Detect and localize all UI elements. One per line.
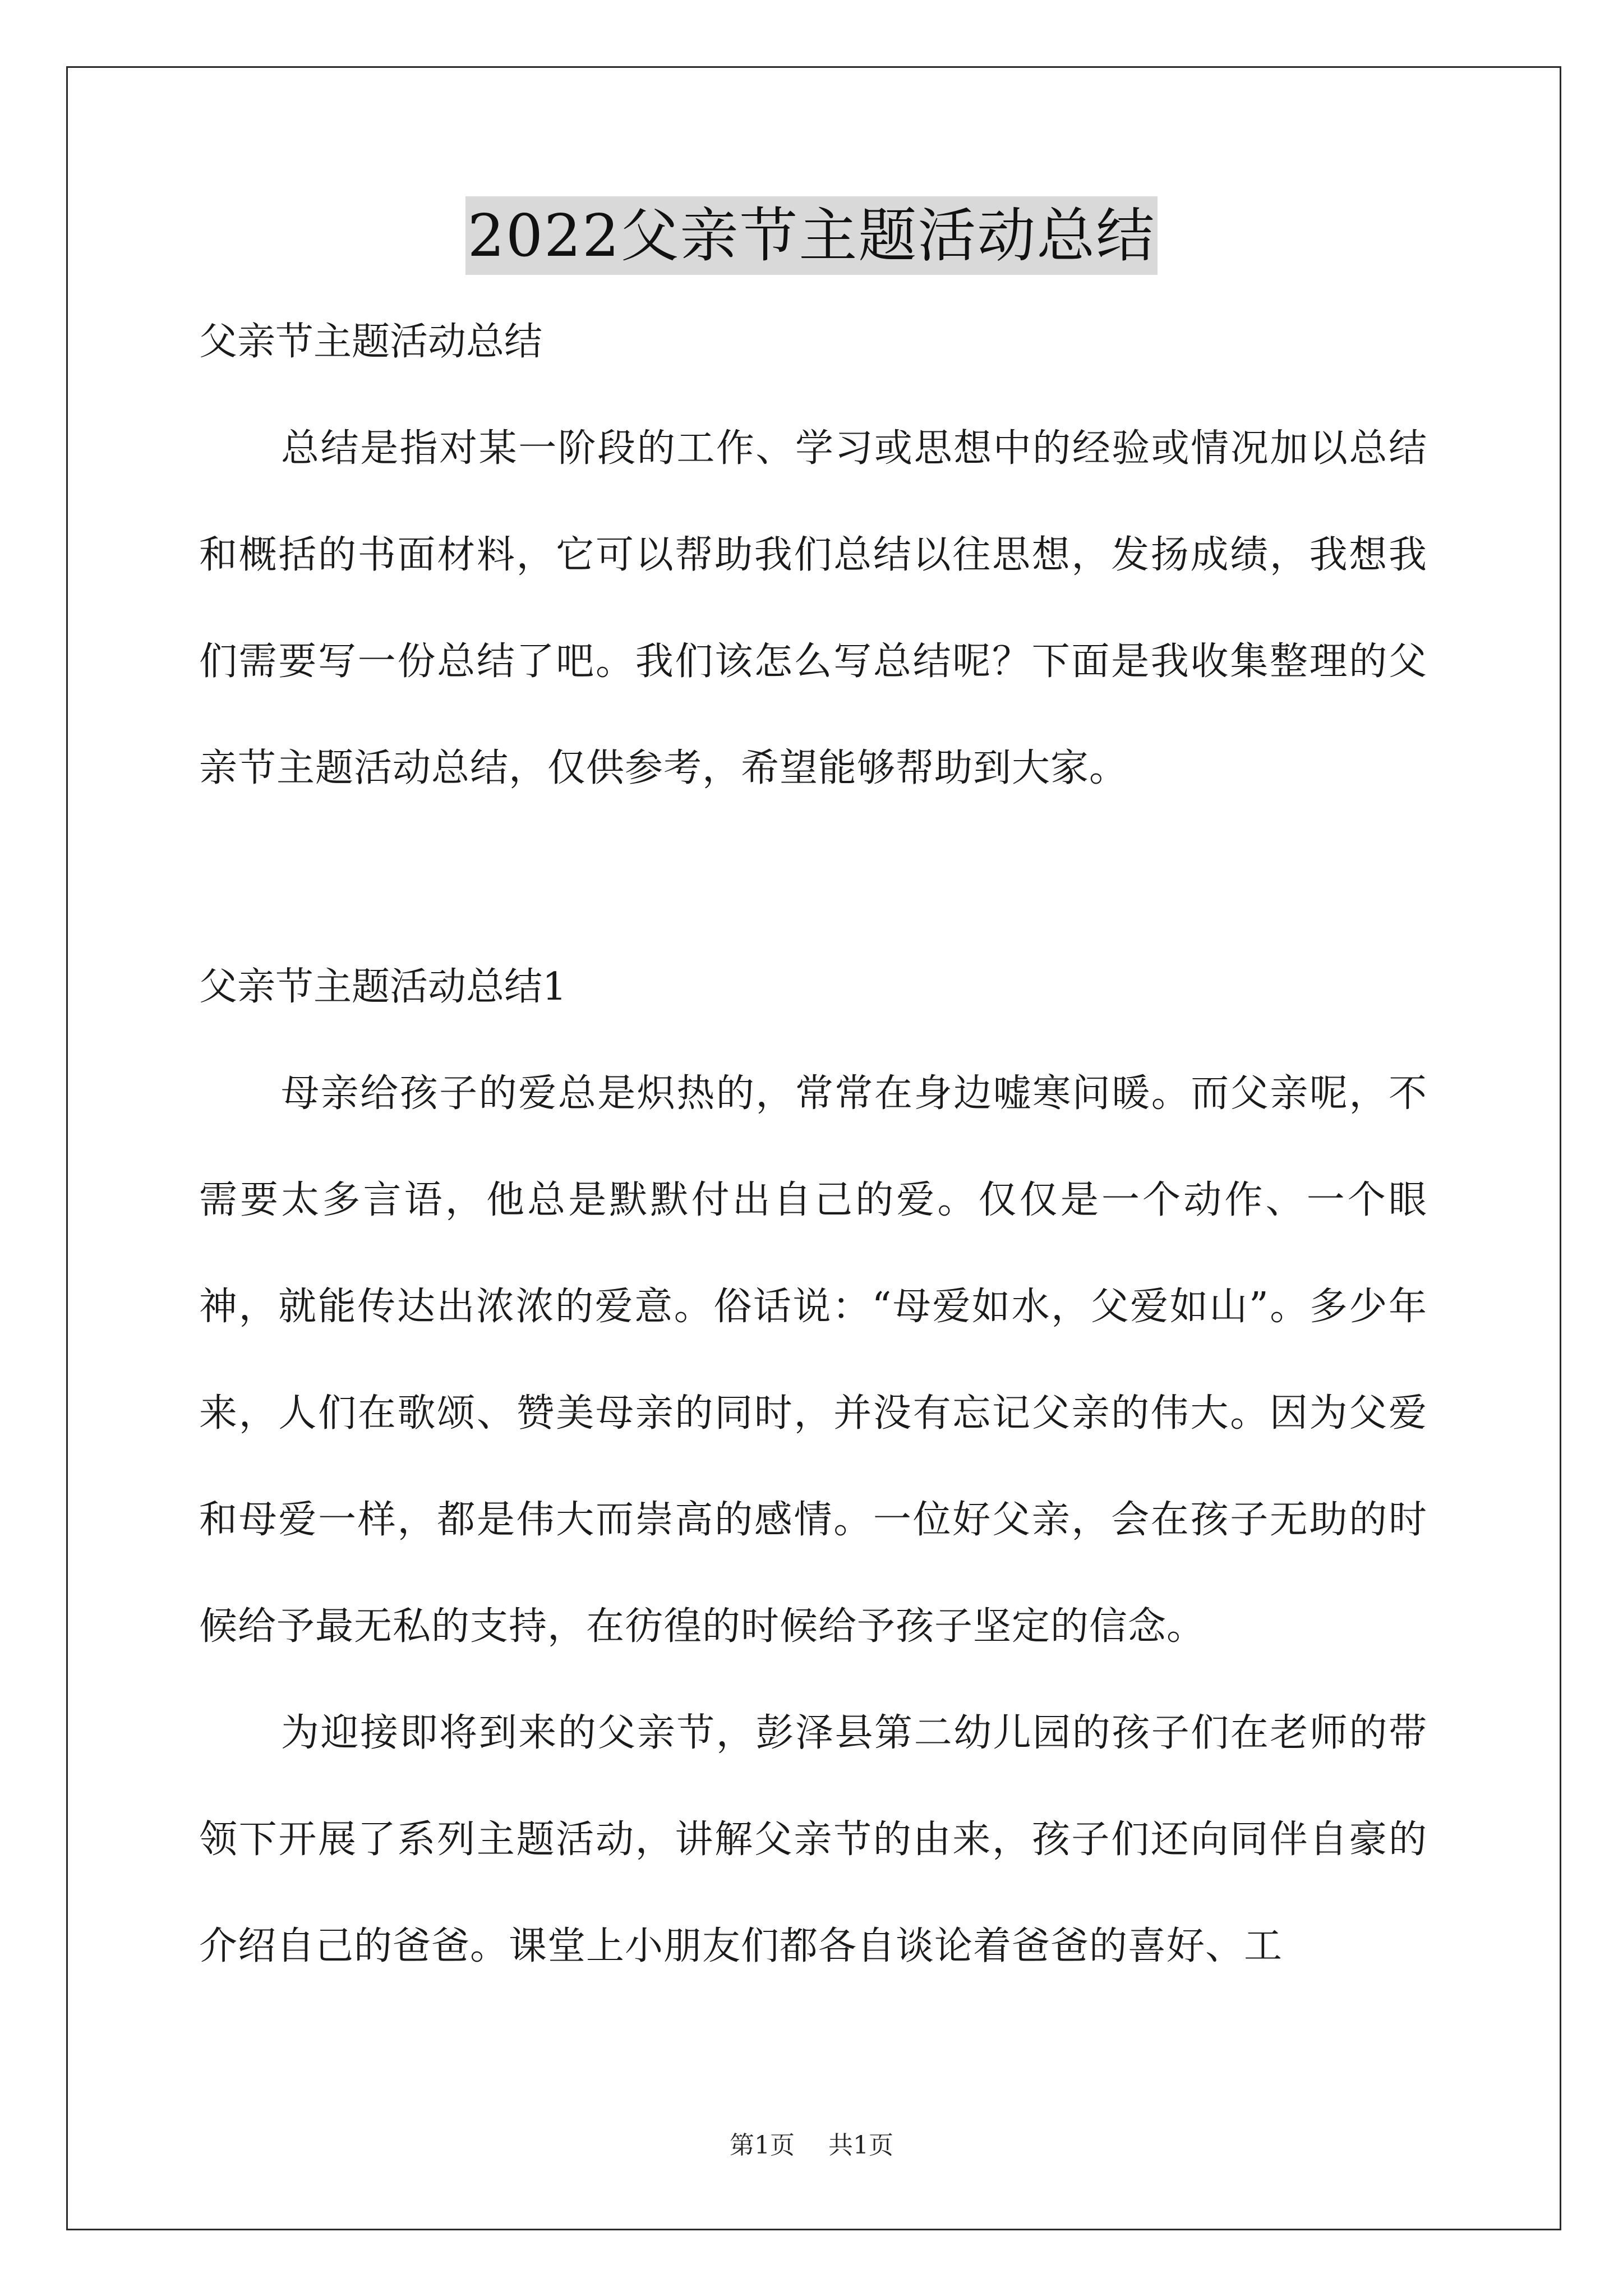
- paragraph-intro: 总结是指对某一阶段的工作、学习或思想中的经验或情况加以总结和概括的书面材料，它可以帮助我们总结以往思想，发扬成绩，我想我们需要写一份总结了吧。我们该怎么写总结呢？下面是我收集整理的父亲节主题活动总结，仅供参考，希望能够帮助到大家。: [199, 426, 1427, 790]
- section-heading-1: 父亲节主题活动总结1: [199, 965, 567, 1009]
- section-heading-intro: 父亲节主题活动总结: [199, 320, 543, 364]
- title-container: [0, 196, 1623, 275]
- page-footer: [0, 2129, 1623, 2162]
- paragraph-1-2: 为迎接即将到来的父亲节，彭泽县第二幼儿园的孩子们在老师的带领下开展了系列主题活动，讲解父亲节的由来，孩子们还向同伴自豪的介绍自己的爸爸。课堂上小朋友们都各自谈论着爸爸的喜好、工: [199, 1711, 1427, 1968]
- document-title: 2022父亲节主题活动总结: [465, 196, 1158, 275]
- page-number-current: 第1页: [730, 2131, 795, 2160]
- page-number-total: 共1页: [828, 2131, 893, 2160]
- paragraph-1-1: 母亲给孩子的爱总是炽热的，常常在身边嘘寒问暖。而父亲呢，不需要太多言语，他总是默默付出自己的爱。仅仅是一个动作、一个眼神，就能传达出浓浓的爱意。俗话说：“母爱如水，父爱如山”。多少年来，人们在歌颂、赞美母亲的同时，并没有忘记父亲的伟大。因为父爱和母爱一样，都是伟大而崇高的感情。一位好父亲，会在孩子无助的时候给予最无私的支持，在彷徨的时候给予孩子坚定的信念。: [199, 1071, 1427, 1649]
- document-body: [199, 314, 1427, 2000]
